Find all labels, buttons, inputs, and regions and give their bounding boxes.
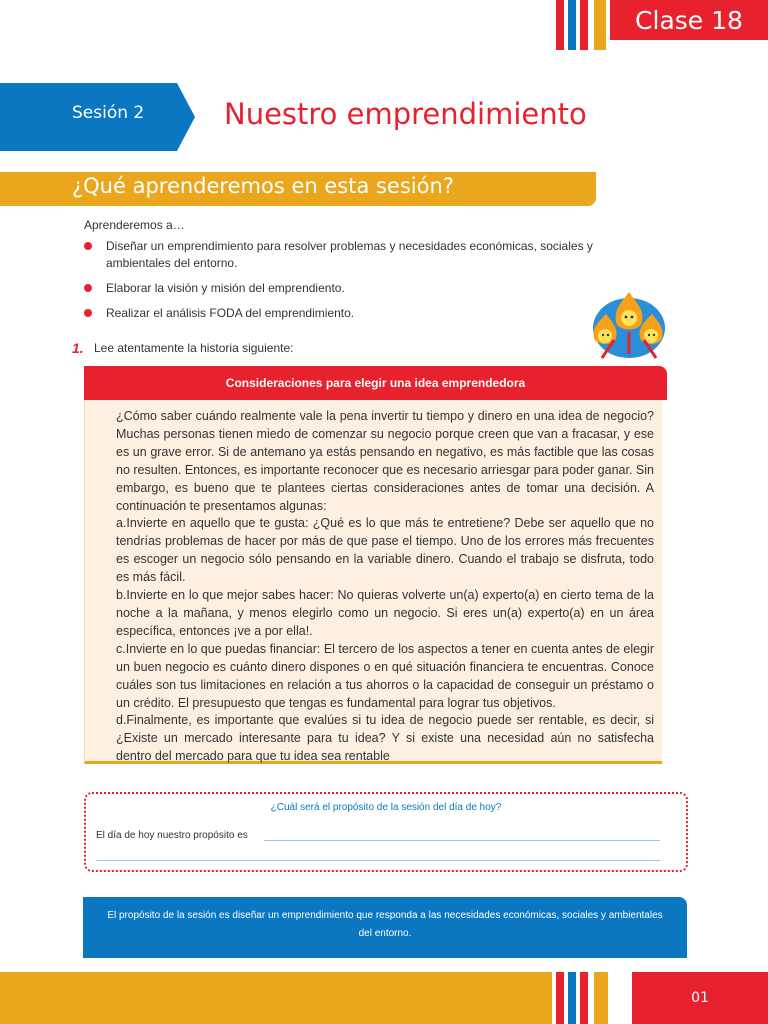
session-label: Sesión 2 <box>72 103 145 123</box>
page-title: Nuestro emprendimiento <box>224 97 587 131</box>
flame-mascots-icon <box>584 288 674 364</box>
list-item: Elaborar la visión y misión del emprendiento. <box>84 280 594 297</box>
story-paragraph: d.Finalmente, es importante que evalúes si tu idea de negocio puede ser rentable, es decir, si ¿Existe un mercado interesante para tu idea? Y si existe una necesidad aún no satisfecha dentro del mercado para que tu idea sea rentable <box>116 713 654 764</box>
purpose-answer-line[interactable] <box>96 860 660 861</box>
story-paragraph: ¿Cómo saber cuándo realmente vale la pena invertir tu tiempo y dinero en una idea de negocio? Muchas personas tienen miedo de comenzar su negocio porque creen que van a fracasar, y ese es un grave error. Si de antemano ya estás pensando en negativo, es más factible que las cosas no resulten. Entonces, es importante reconocer que es necesario arriesgar para poder ganar. Sin embargo, es bueno que te plantees ciertas consideraciones antes de tomar una decisión. A continuación te presentamos algunas: <box>116 409 654 513</box>
section-title: ¿Qué aprenderemos en esta sesión? <box>72 174 454 198</box>
purpose-answer: El propósito de la sesión es diseñar un emprendimiento que responda a las necesidades económicas, sociales y ambientales del entorno. <box>83 897 687 958</box>
list-item: Diseñar un emprendimiento para resolver problemas y necesidades económicas, sociales y ambientales del entorno. <box>84 238 594 272</box>
story-paragraph: a.Invierte en aquello que te gusta: ¿Qué es lo que más te entretiene? Debe ser aquello que no tendrías problemas de hacer por más de que pase el tiempo. Uno de los errores más frecuentes es escoger un negocio sólo pensando en la variable dinero. Cuando el trabajo se disfruta, todo es más fácil. <box>116 516 654 585</box>
story-paragraph: b.Invierte en lo que mejor sabes hacer: No quieras volverte un(a) experto(a) en cierto tema de la noche a la mañana, y menos elegirlo como un negocio. Si eres un(a) experto(a) en un área específica, entonces ¡ve a por ella!. <box>116 588 654 638</box>
objectives-list <box>84 238 594 330</box>
purpose-answer-line[interactable] <box>264 840 660 841</box>
story-title: Consideraciones para elegir una idea emprendedora <box>84 366 667 400</box>
bullet-dot-icon <box>84 309 92 317</box>
story-text <box>116 408 654 766</box>
purpose-label: El día de hoy nuestro propósito es <box>96 830 248 841</box>
story-paragraph: c.Invierte en lo que puedas financiar: El tercero de los aspectos a tener en cuenta antes de elegir un buen negocio es cuánto dinero dispones o en qué situación financiera te encuentras. Conoce cuáles son tus limitaciones en relación a tus ahorros o la capacidad de conseguir un préstamo o un crédito. El presupuesto que tengas es fundamental para lograr tus objetivos. <box>116 641 654 710</box>
step-number: 1. <box>72 340 84 356</box>
page-number: 01 <box>691 990 709 1006</box>
list-item: Realizar el análisis FODA del emprendimiento. <box>84 305 594 322</box>
purpose-question: ¿Cuál será el propósito de la sesión del día de hoy? <box>270 802 502 813</box>
bullet-dot-icon <box>84 284 92 292</box>
step-instruction: Lee atentamente la historia siguiente: <box>94 341 294 355</box>
bullet-dot-icon <box>84 242 92 250</box>
intro-text: Aprenderemos a… <box>84 218 185 232</box>
class-badge: Clase 18 <box>610 0 768 40</box>
